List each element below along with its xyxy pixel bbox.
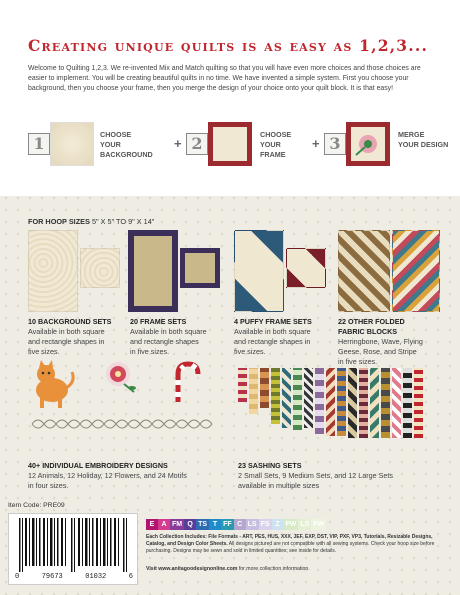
border-motif-icon [32,420,212,428]
format-badge: Q [184,519,196,530]
frame-swatch-image [208,122,252,166]
folded-blocks-feature [338,317,448,367]
top-panel [0,0,460,196]
format-badge: TS [198,521,208,528]
step-3-label [398,130,460,150]
background-sets-desc1: Available in both square [28,327,105,336]
step-1-badge: 1 [28,133,50,155]
folded-blocks-desc2: Geese, Rose, and Stripe [338,347,417,356]
puffy-frame-title: 4 PUFFY FRAME SETS [234,317,312,326]
hoop-label: FOR HOOP SIZES [28,217,90,226]
folded-blocks-title1: 22 OTHER FOLDED [338,317,405,326]
sashing-feature [238,461,448,491]
format-badge: FW [285,521,297,528]
background-sets-desc3: five sizes. [28,347,60,356]
step-2-badge: 2 [186,133,208,155]
sash-strip [326,368,335,436]
sash-strip [271,368,280,424]
quilt-images-row [28,230,448,315]
merged-design-image [346,122,390,166]
step-1-label [100,130,164,160]
barcode-digit-2: 01032 [85,573,107,581]
puffy-frame-small-image [286,248,326,288]
sash-strip [304,368,313,428]
barcode-digit-1: 79673 [41,573,63,581]
motifs-illustration [28,352,218,452]
step-1-line1: CHOOSE [100,130,132,139]
cat-icon [36,360,73,408]
folded-blocks-desc3: in five sizes. [338,357,378,366]
format-badge: FF [223,521,232,528]
sash-strip [370,368,379,438]
sashing-strips [238,368,428,438]
includes-bold-text: Each Collection Includes: File Formats - ART, PES, HUS, XXX, JEF, EXP, DST, VIP, PXF, VP3, Tutorials, Resizable Designs, Catalog, and Design Color Sheets. [146,534,433,547]
format-badge: FW [313,521,325,528]
step-1-line2: YOUR [100,140,121,149]
sash-strip [348,368,357,438]
step-3-line2: YOUR DESIGN [398,140,449,149]
sash-strip [381,368,390,438]
sash-strip [260,368,269,408]
embroidery-motifs [28,352,218,452]
frame-set-image [128,230,178,312]
website-link[interactable]: Visit www.anitagoodesignonline.com [146,566,238,572]
background-swatch-image [50,122,94,166]
background-sets-desc2: and rectangle shapes in [28,337,105,346]
step-2-line2: YOUR [260,140,281,149]
sash-strip [315,368,324,434]
step-1-line3: BACKGROUND [100,150,153,159]
frame-sets-desc2: and rectangle shapes [130,337,199,346]
website-rest: for more collection information. [237,566,310,572]
footer-left [8,502,138,585]
folded-blocks-title2: FABRIC BLOCKS [338,327,398,336]
step-2-line1: CHOOSE [260,130,292,139]
folded-blocks-desc1: Herringbone, Wave, Flying [338,337,423,346]
headline: Creating unique quilts is as easy as 1,2,3... [28,36,429,55]
puffy-frame-desc3: five sizes. [234,347,266,356]
background-sets-title: 10 BACKGROUND SETS [28,317,112,326]
format-badge: Z [272,519,284,530]
embroidery-desc1: 12 Animals, 12 Holiday, 12 Flowers, and 24 Motifs [28,471,187,480]
puffy-frame-image [234,230,284,312]
sash-strip [249,368,258,414]
barcode-digit-0: 0 [15,573,20,581]
plus-1: + [174,136,182,151]
step-2-line3: FRAME [260,150,286,159]
puffy-frame-desc2: and rectangle shapes in [234,337,311,346]
background-set-image [28,230,78,312]
barcode-bars-icon [15,518,133,572]
frame-sets-desc3: in five sizes. [130,347,170,356]
sash-strip [403,368,412,438]
format-badge: FM [172,521,183,528]
hoop-sizes [28,217,154,226]
embroidery-title: 40+ INDIVIDUAL EMBROIDERY DESIGNS [28,461,168,470]
sash-strip [293,368,302,430]
frame-sets-feature [130,317,230,357]
collection-includes [146,534,446,554]
hoop-sizes-value: 5" X 5" TO 9" X 14" [91,217,155,226]
intro-paragraph: Welcome to Quilting 1,2,3. We re-invented Mix and Match quilting so that you will have even more choices and those choices are easier to implement. You will be creating beautiful quilts in no time. We have invented a simple system. First you choose your background, then you choose your frame, then you merge the design of your choice onto your quilt block. It is that easy! [28,65,421,92]
background-sets-feature [28,317,128,357]
sashing-desc1: 2 Small Sets, 9 Medium Sets, and 12 Large Sets [238,471,394,480]
frame-sets-desc1: Available in both square [130,327,207,336]
steps-row [28,122,448,166]
plus-2: + [312,136,320,151]
sash-strip [282,368,291,428]
embroidery-desc2: in four sizes. [28,481,69,490]
candy-cane-icon [178,364,198,402]
sashing-desc2: available in multiple sizes [238,481,320,490]
step-3-badge: 3 [324,133,346,155]
sash-strip [392,368,401,438]
format-badge: LS [247,521,257,528]
format-strip [146,519,326,530]
flower-icon [351,127,385,161]
format-badge: LS [300,521,310,528]
includes-normal-text: All designs pictured are not compatible with all sewing systems. Check your hoop size before purchasing. Designs may be sewn and sold in limited quantities; see inside for details. [146,540,435,554]
barcode [8,513,138,585]
format-badge: C [234,519,246,530]
format-badge: FS [260,521,270,528]
peppermint-flower-icon [106,362,136,392]
frame-set-small-image [180,248,220,288]
puffy-frame-feature [234,317,334,357]
barcode-digits [15,573,133,581]
item-code: Item Code: PRE09 [8,502,65,509]
embroidery-feature [28,461,233,491]
website-note [146,566,310,572]
format-badge: E [146,519,158,530]
format-badge: T [209,519,221,530]
sash-strip [337,368,346,436]
sash-strip [359,368,368,438]
sash-strip [238,368,247,402]
barcode-digit-3: 6 [128,573,133,581]
background-set-small-image [80,248,120,288]
frame-sets-title: 20 FRAME SETS [130,317,187,326]
puffy-frame-desc1: Available in both square [234,327,311,336]
sash-strip [414,368,423,438]
format-badge: A [158,519,170,530]
herringbone-image [392,230,440,312]
sashing-title: 23 SASHING SETS [238,461,302,470]
folded-fabric-image [338,230,390,312]
step-3-line1: MERGE [398,130,425,139]
